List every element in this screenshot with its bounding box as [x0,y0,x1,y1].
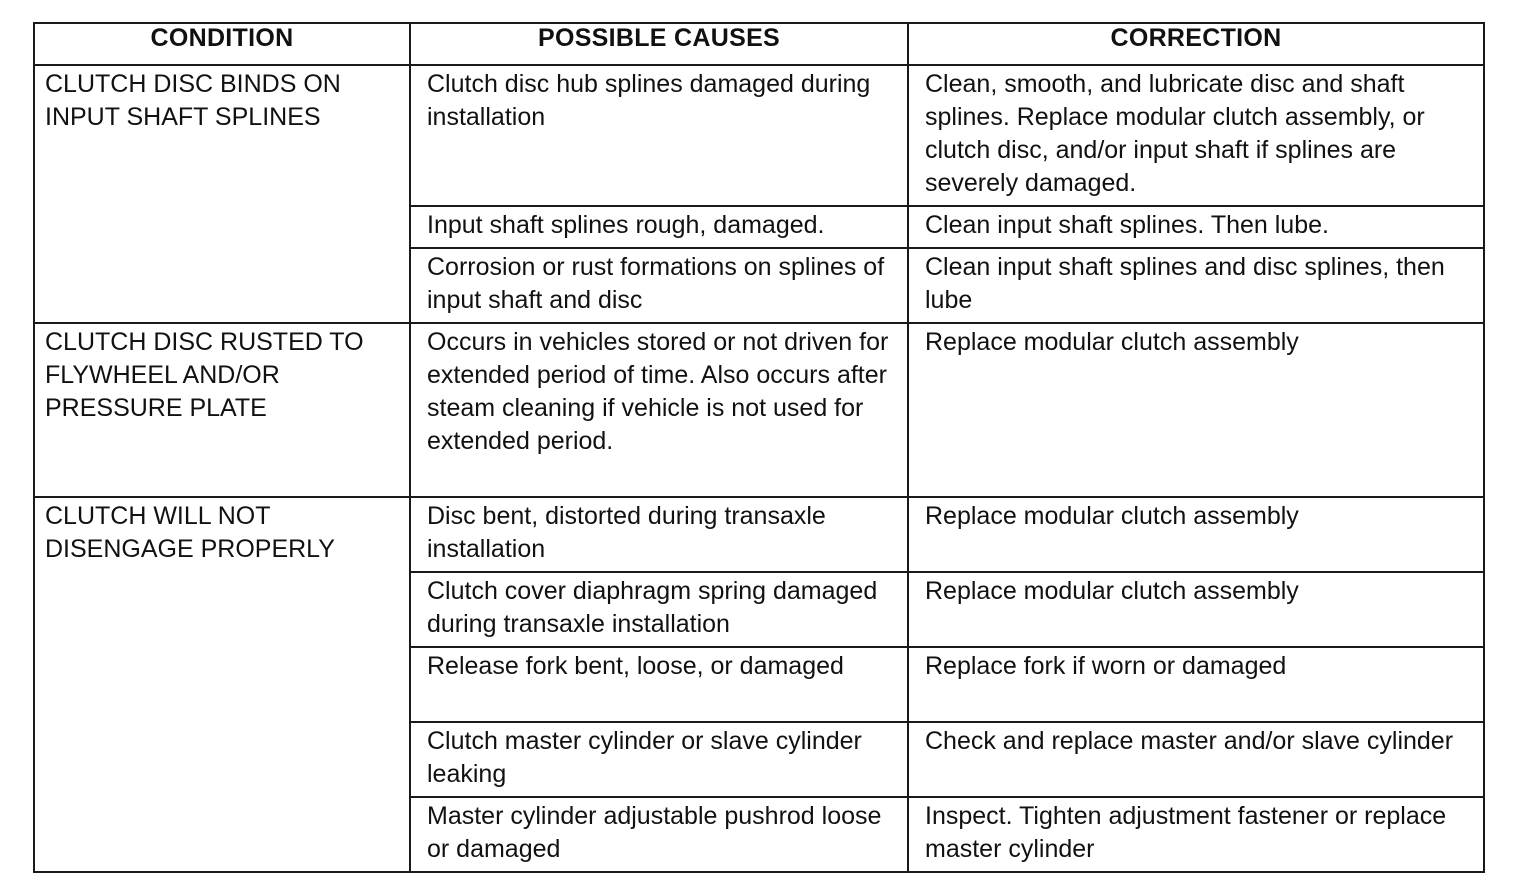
cause-cell: Input shaft splines rough, damaged. [410,206,908,248]
table-row [34,65,1484,206]
cause-cell: Disc bent, distorted during transaxle installation [410,497,908,572]
cause-cell: Occurs in vehicles stored or not driven for extended period of time. Also occurs after steam cleaning if vehicle is not used for extended period. [410,323,908,497]
condition-cell: CLUTCH DISC BINDS ON INPUT SHAFT SPLINES [34,65,410,323]
table-row [34,497,1484,572]
condition-cell: CLUTCH DISC RUSTED TO FLYWHEEL AND/OR PRESSURE PLATE [34,323,410,497]
correction-cell: Clean, smooth, and lubricate disc and shaft splines. Replace modular clutch assembly, or clutch disc, and/or input shaft if splines are severely damaged. [908,65,1484,206]
cause-cell: Clutch master cylinder or slave cylinder leaking [410,722,908,797]
troubleshooting-table-container [33,22,1485,873]
correction-cell: Check and replace master and/or slave cylinder [908,722,1484,797]
header-correction: CORRECTION [908,23,1484,65]
correction-cell: Clean input shaft splines. Then lube. [908,206,1484,248]
correction-cell: Replace fork if worn or damaged [908,647,1484,722]
troubleshooting-table [33,22,1485,873]
correction-cell: Inspect. Tighten adjustment fastener or replace master cylinder [908,797,1484,872]
header-condition: CONDITION [34,23,410,65]
correction-cell: Replace modular clutch assembly [908,323,1484,497]
correction-cell: Clean input shaft splines and disc splines, then lube [908,248,1484,323]
header-possible-causes: POSSIBLE CAUSES [410,23,908,65]
header-row [34,23,1484,65]
correction-cell: Replace modular clutch assembly [908,497,1484,572]
cause-cell: Clutch cover diaphragm spring damaged during transaxle installation [410,572,908,647]
table-row [34,323,1484,497]
cause-cell: Release fork bent, loose, or damaged [410,647,908,722]
cause-cell: Master cylinder adjustable pushrod loose or damaged [410,797,908,872]
cause-cell: Clutch disc hub splines damaged during installation [410,65,908,206]
correction-cell: Replace modular clutch assembly [908,572,1484,647]
cause-cell: Corrosion or rust formations on splines of input shaft and disc [410,248,908,323]
condition-cell: CLUTCH WILL NOT DISENGAGE PROPERLY [34,497,410,872]
